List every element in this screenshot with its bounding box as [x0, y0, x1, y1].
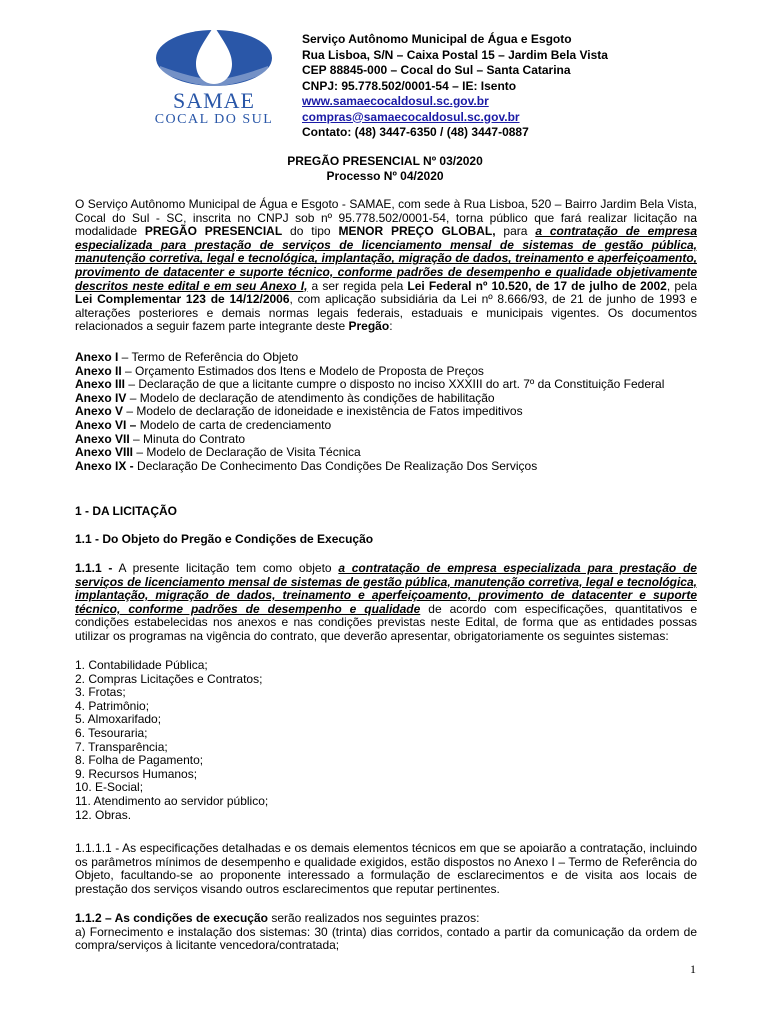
title-line-1: PREGÃO PRESENCIAL Nº 03/2020	[287, 154, 483, 168]
intro-text: , pela	[666, 278, 698, 293]
list-item: 4. Patrimônio;	[75, 698, 150, 713]
intro-bold: Lei Federal nº 10.520, de 17 de julho de 2002	[407, 278, 667, 293]
annex-list	[75, 351, 697, 473]
clause-text: de acordo com especificações, quantitativos e condições estabelecidas nos anexos e nas condições previstas neste Edital, de forma que as entidades possas utilizar os programas na vigência do contrato, que deverão apresentar, obrigatoriamente os seguintes sistemas:	[75, 601, 697, 643]
list-item: 10. E-Social;	[75, 780, 144, 795]
annex-label: Anexo VIII	[75, 445, 134, 460]
logo-name: SAMAE	[172, 88, 255, 113]
intro-text: do tipo	[282, 224, 339, 239]
intro-text: para	[495, 224, 536, 239]
list-item: 6. Tesouraria;	[75, 725, 148, 740]
header-line: Rua Lisboa, S/N – Caixa Postal 15 – Jardim Bela Vista	[302, 47, 608, 62]
list-item: 12. Obras.	[75, 807, 132, 822]
section-heading: 1 - DA LICITAÇÃO	[75, 504, 177, 518]
annex-text: – Termo de Referência do Objeto	[118, 350, 299, 364]
annex-text: Declaração De Conhecimento Das Condições De Realização Dos Serviços	[133, 458, 538, 473]
header-line: CEP 88845-000 – Cocal do Sul – Santa Catarina	[302, 63, 571, 77]
list-item: 11. Atendimento ao servidor público;	[75, 793, 269, 808]
header-line: Serviço Autônomo Municipal de Água e Esgoto	[302, 32, 572, 46]
subsection-heading: 1.1 - Do Objeto do Pregão e Condições de Execução	[75, 532, 374, 546]
title-line-2: Processo Nº 04/2020	[326, 169, 444, 183]
annex-item	[75, 365, 697, 379]
annex-text: – Minuta do Contrato	[129, 431, 246, 446]
annex-item	[75, 405, 697, 419]
annex-label: Anexo IV	[75, 390, 127, 405]
annex-item	[75, 433, 697, 447]
clause-1-1-2	[75, 912, 697, 953]
annex-label: Anexo V	[75, 404, 124, 419]
list-item: 9. Recursos Humanos;	[75, 766, 198, 781]
intro-text: O Serviço Autônomo Municipal de Água e Esgoto - SAMAE, com sede à Rua Lisboa, 520 – Bairro Jardim Bela Vista, Cocal do Sul - SC, inscrita no CNPJ sob nº 95.778.502/0001-54, torna público que fará realizar licitação na modalidade	[75, 197, 697, 239]
annex-item	[75, 351, 697, 365]
intro-text: , com aplicação subsidiária da Lei nº 8.666/93, de 21 de junho de 1993 e alterações posteriores e demais normas legais federais, estaduais e municipais vigentes. Os documentos relacionados a seguir fazem parte integrante deste	[75, 292, 697, 334]
clause-1-1-1	[75, 562, 697, 644]
annex-text: Modelo de carta de credenciamento	[136, 417, 332, 432]
list-item: 5. Almoxarifado;	[75, 712, 162, 727]
clause-number: 1.1.1 -	[75, 561, 113, 575]
intro-paragraph	[75, 198, 697, 334]
intro-object: a contratação de empresa especializada para prestação de serviços de licenciamento mensal de sistemas de gestão pública, manutenção corretiva, legal e tecnológica, implantação, migração de dados, treinamento e aperfeiçoamento, provimento de datacenter e suporte técnico, conforme padrões de desempenho e qualidade objetivamente descritos neste edital e em seu Anexo I,	[75, 224, 697, 293]
intro-bold: PREGÃO PRESENCIAL	[144, 224, 283, 239]
email-link[interactable]: compras@samaecocaldosul.sc.gov.br	[302, 109, 520, 124]
list-item: 7. Transparência;	[75, 739, 168, 754]
intro-text: :	[389, 319, 393, 334]
annex-item	[75, 460, 697, 474]
annex-text: – Declaração de que a licitante cumpre o disposto no inciso XXXIII do art. 7º da Constituição Federal	[125, 377, 665, 392]
annex-label: Anexo VI –	[75, 417, 137, 432]
list-item: 1. Contabilidade Pública;	[75, 658, 208, 672]
annex-item	[75, 446, 697, 460]
list-item: 2. Compras Licitações e Contratos;	[75, 671, 263, 686]
document-title	[0, 154, 770, 184]
intro-bold: MENOR PREÇO GLOBAL,	[338, 224, 496, 239]
annex-label: Anexo III	[75, 377, 126, 392]
logo-subname: COCAL DO SUL	[154, 112, 274, 127]
annex-text: – Modelo de Declaração de Visita Técnica	[133, 445, 361, 460]
annex-label: Anexo IX -	[75, 458, 134, 473]
intro-bold: Lei Complementar 123 de 14/12/2006	[75, 292, 290, 307]
clause-title: 1.1.2 – As condições de execução	[75, 911, 268, 925]
website-link[interactable]: www.samaecocaldosul.sc.gov.br	[302, 94, 489, 108]
list-item: 3. Frotas;	[75, 685, 126, 700]
clause-1-1-1-1: 1.1.1.1 - As especificações detalhadas e os demais elementos técnicos em que se apoiarão a contratação, incluindo os parâmetros mínimos de desempenho e qualidade exigidos, estão dispostos no Anexo I – Termo de Referência do Objeto, facultando-se ao proponente interessado a formulação de esclarecimentos e de visita aos locais de prestação dos serviços visando outros esclarecimentos que reputar pertinentes.	[75, 841, 697, 896]
annex-text: – Modelo de declaração de idoneidade e inexistência de Fatos impeditivos	[123, 404, 523, 419]
list-item: 8. Folha de Pagamento;	[75, 753, 204, 768]
clause-text: serão realizados nos seguintes prazos:	[267, 911, 480, 925]
systems-list	[75, 659, 697, 822]
annex-item	[75, 392, 697, 406]
annex-item	[75, 378, 697, 392]
annex-text: – Modelo de declaração de atendimento às condições de habilitação	[126, 390, 495, 405]
header-line: CNPJ: 95.778.502/0001-54 – IE: Isento	[302, 78, 517, 93]
annex-text: – Orçamento Estimados dos Itens e Modelo de Proposta de Preços	[121, 363, 484, 378]
letterhead	[302, 32, 608, 141]
annex-label: Anexo VII	[75, 431, 130, 446]
intro-bold: Pregão	[348, 319, 390, 334]
annex-item	[75, 419, 697, 433]
annex-label: Anexo I	[75, 350, 119, 364]
samae-logo	[148, 24, 288, 132]
contact-line: Contato: (48) 3447-6350 / (48) 3447-0887	[302, 125, 529, 139]
clause-text: A presente licitação tem como objeto	[112, 561, 339, 575]
clause-object: a contratação de empresa especializada para prestação de serviços de licenciamento mensal de sistemas de gestão pública, manutenção corretiva, legal e tecnológica, implantação, migração de dados, treinamento e aperfeiçoamento, provimento de datacenter e suporte técnico, conforme padrões de desempenho e qualidade	[75, 561, 697, 616]
water-drop-logo-icon	[152, 24, 276, 86]
intro-text: a ser regida pela	[307, 278, 408, 293]
page-number: 1	[690, 962, 696, 976]
clause-item-a: a) Fornecimento e instalação dos sistemas: 30 (trinta) dias corridos, contado a partir da comunicação da ordem de compra/serviços à licitante vencedora/contratada;	[75, 924, 697, 953]
annex-label: Anexo II	[75, 363, 122, 378]
